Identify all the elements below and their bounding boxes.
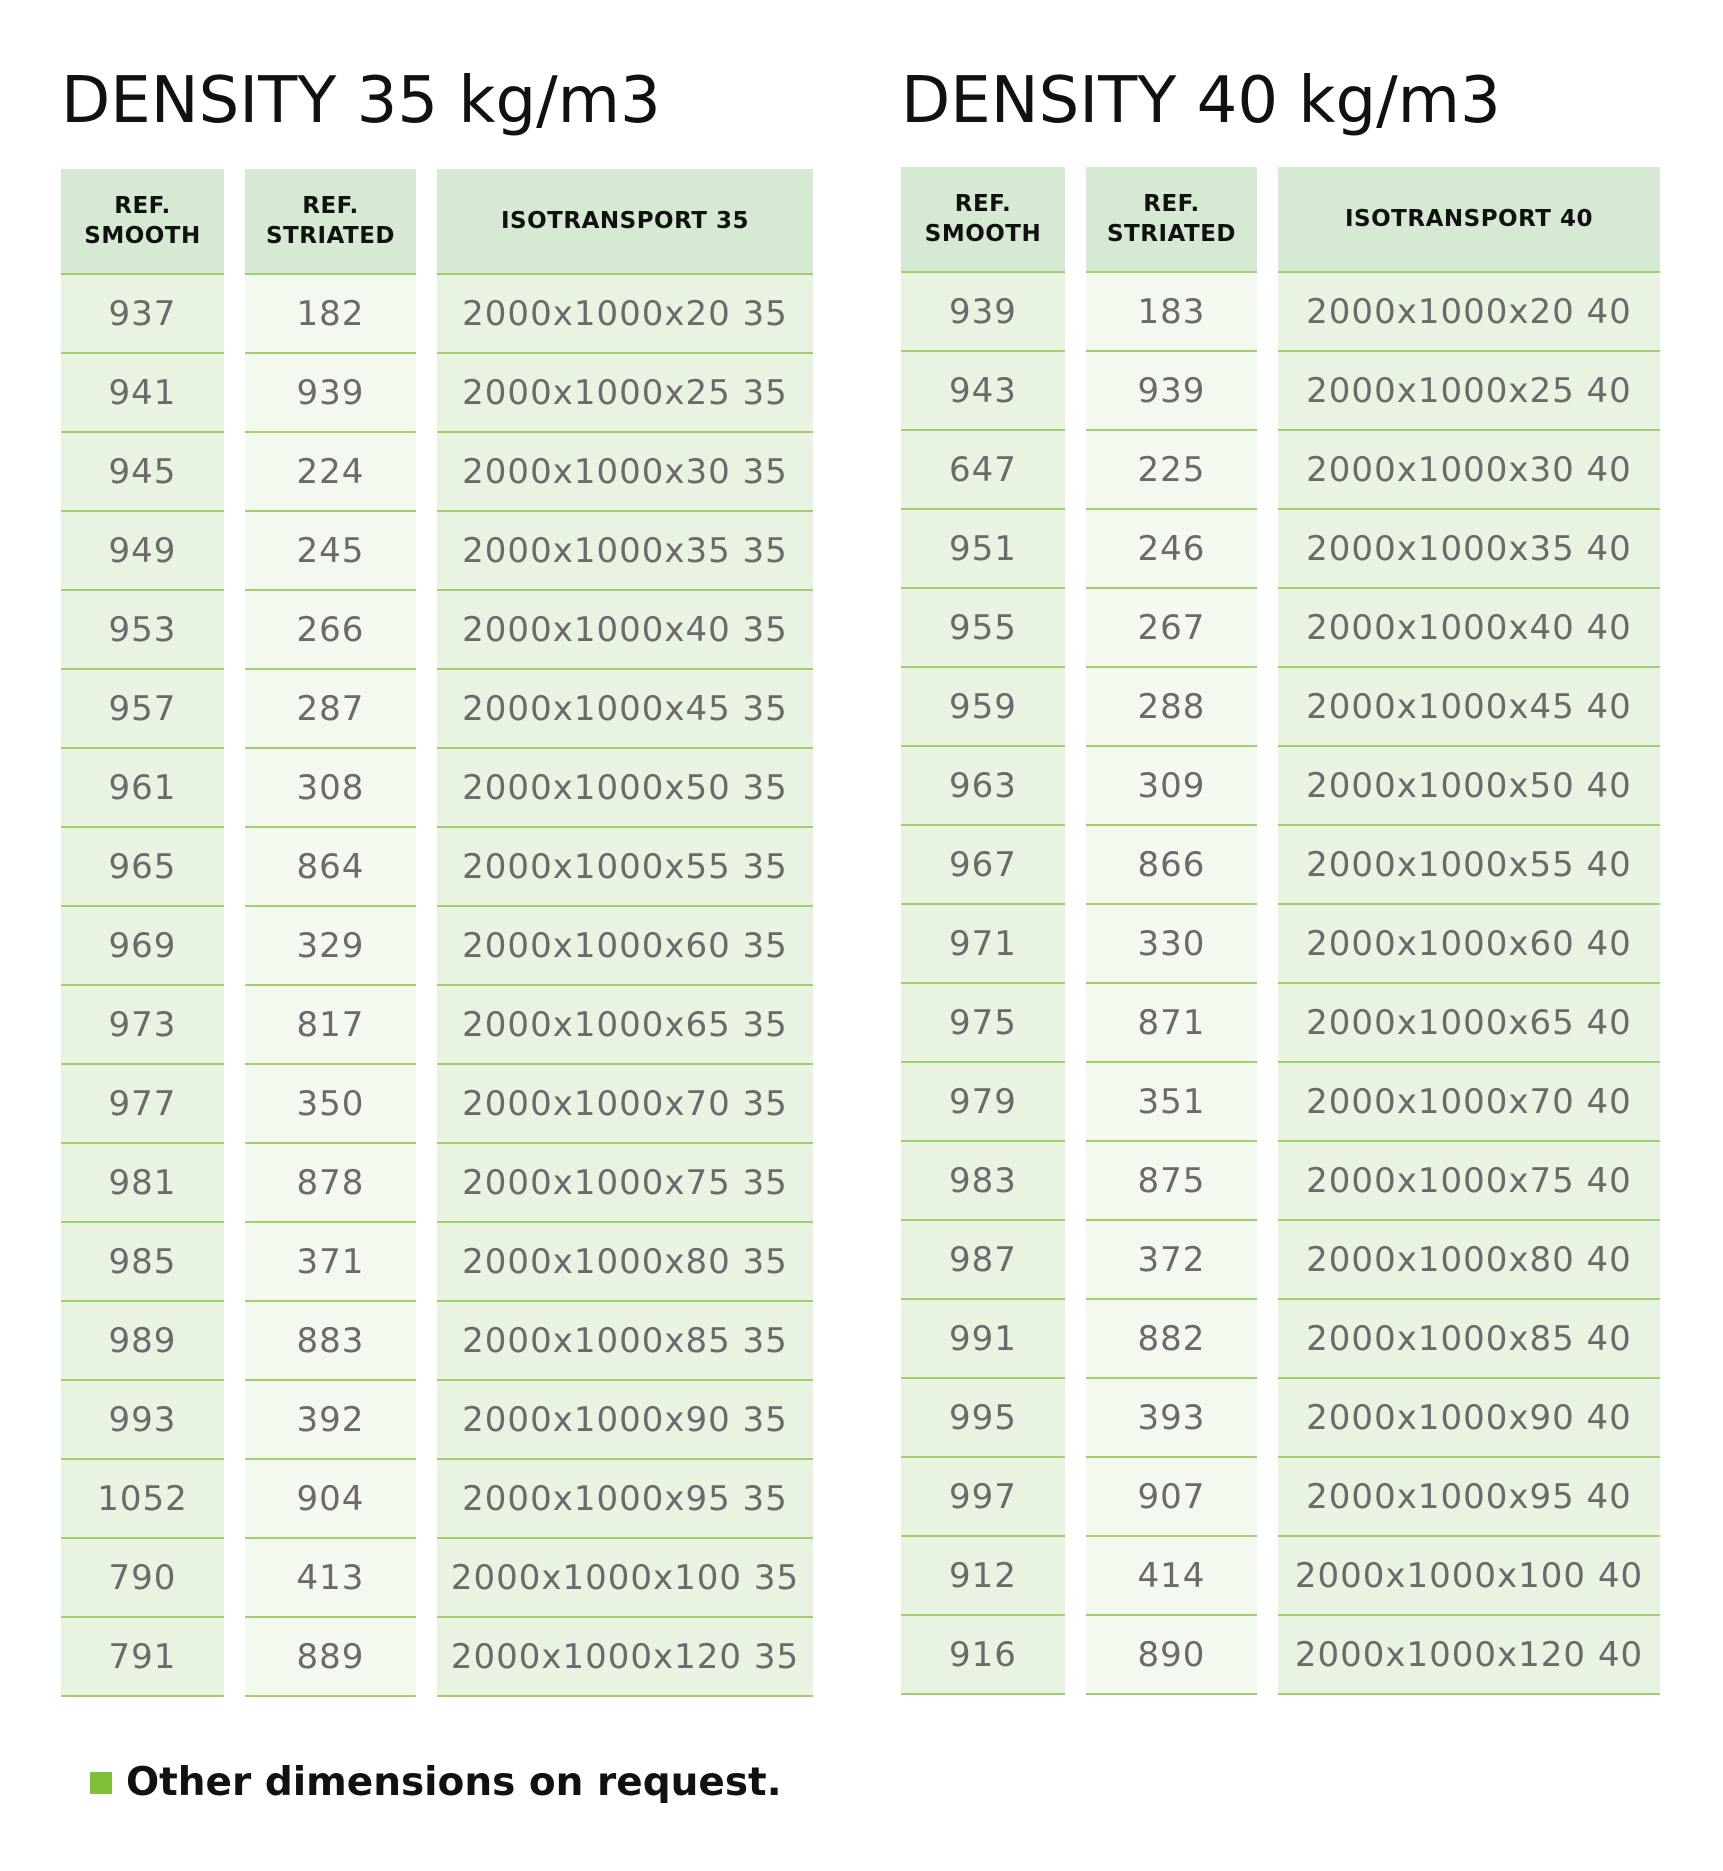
- header-isotransport: ISOTRANSPORT 40: [1278, 167, 1660, 272]
- table-row: [901, 983, 1660, 1062]
- cell-ref-smooth: 973: [61, 985, 224, 1064]
- cell-gap: [416, 748, 437, 827]
- cell-isotransport: 2000x1000x60 40: [1278, 904, 1660, 983]
- cell-ref-smooth: 963: [901, 746, 1065, 825]
- cell-gap: [1257, 1378, 1278, 1457]
- cell-gap: [1065, 746, 1086, 825]
- table-row: [61, 906, 813, 985]
- density-40-body: [901, 272, 1660, 1694]
- table-row: [901, 1220, 1660, 1299]
- density-40-table: [901, 167, 1660, 1695]
- cell-isotransport: 2000x1000x70 35: [437, 1064, 813, 1143]
- table-row: [61, 1380, 813, 1459]
- cell-ref-smooth: 975: [901, 983, 1065, 1062]
- cell-gap: [1065, 825, 1086, 904]
- table-row: [901, 1457, 1660, 1536]
- cell-gap: [1257, 825, 1278, 904]
- header-gap: [416, 169, 437, 274]
- cell-ref-smooth: 912: [901, 1536, 1065, 1615]
- density-35-body: [61, 274, 813, 1696]
- cell-gap: [1065, 1062, 1086, 1141]
- header-gap: [1257, 167, 1278, 272]
- cell-ref-striated: 225: [1086, 430, 1257, 509]
- cell-ref-striated: 351: [1086, 1062, 1257, 1141]
- table-row: [901, 430, 1660, 509]
- cell-ref-smooth: 791: [61, 1617, 224, 1696]
- cell-gap: [1257, 1457, 1278, 1536]
- cell-gap: [1065, 1536, 1086, 1615]
- footnote-text: Other dimensions on request.: [126, 1760, 782, 1805]
- cell-isotransport: 2000x1000x50 40: [1278, 746, 1660, 825]
- cell-ref-striated: 288: [1086, 667, 1257, 746]
- cell-gap: [224, 1380, 245, 1459]
- table-row: [61, 748, 813, 827]
- cell-gap: [1257, 1220, 1278, 1299]
- cell-ref-smooth: 939: [901, 272, 1065, 351]
- cell-ref-smooth: 916: [901, 1615, 1065, 1694]
- cell-gap: [224, 432, 245, 511]
- cell-gap: [1065, 351, 1086, 430]
- cell-gap: [416, 1538, 437, 1617]
- cell-ref-striated: 308: [245, 748, 416, 827]
- cell-ref-striated: 182: [245, 274, 416, 353]
- cell-gap: [1257, 904, 1278, 983]
- density-35-table: [61, 169, 813, 1697]
- footnote: [90, 1760, 782, 1805]
- cell-ref-smooth: 971: [901, 904, 1065, 983]
- cell-ref-smooth: 979: [901, 1062, 1065, 1141]
- cell-isotransport: 2000x1000x50 35: [437, 748, 813, 827]
- table-row: [61, 274, 813, 353]
- cell-gap: [224, 1617, 245, 1696]
- table-header-row: [61, 169, 813, 274]
- cell-ref-striated: 330: [1086, 904, 1257, 983]
- cell-gap: [1257, 1536, 1278, 1615]
- cell-gap: [224, 1222, 245, 1301]
- cell-ref-smooth: 949: [61, 511, 224, 590]
- header-ref-striated-line2: STRIATED: [265, 223, 396, 249]
- cell-ref-smooth: 943: [901, 351, 1065, 430]
- cell-gap: [1065, 1615, 1086, 1694]
- table-row: [61, 1617, 813, 1696]
- cell-isotransport: 2000x1000x35 40: [1278, 509, 1660, 588]
- cell-isotransport: 2000x1000x20 40: [1278, 272, 1660, 351]
- cell-ref-smooth: 977: [61, 1064, 224, 1143]
- header-ref-smooth-line1: REF.: [114, 193, 171, 219]
- cell-ref-smooth: 967: [901, 825, 1065, 904]
- cell-gap: [1065, 1299, 1086, 1378]
- cell-ref-striated: 878: [245, 1143, 416, 1222]
- cell-gap: [416, 511, 437, 590]
- cell-gap: [416, 906, 437, 985]
- cell-gap: [416, 827, 437, 906]
- cell-gap: [1257, 351, 1278, 430]
- table-row: [901, 1299, 1660, 1378]
- cell-gap: [224, 985, 245, 1064]
- cell-gap: [416, 432, 437, 511]
- cell-gap: [416, 1222, 437, 1301]
- cell-ref-smooth: 937: [61, 274, 224, 353]
- cell-ref-striated: 882: [1086, 1299, 1257, 1378]
- cell-gap: [1257, 1062, 1278, 1141]
- cell-ref-smooth: 941: [61, 353, 224, 432]
- cell-ref-smooth: 985: [61, 1222, 224, 1301]
- cell-ref-smooth: 995: [901, 1378, 1065, 1457]
- table-row: [901, 272, 1660, 351]
- table-row: [61, 985, 813, 1064]
- green-square-bullet-icon: [90, 1772, 112, 1794]
- cell-ref-striated: 871: [1086, 983, 1257, 1062]
- table-row: [61, 1459, 813, 1538]
- cell-isotransport: 2000x1000x85 40: [1278, 1299, 1660, 1378]
- cell-ref-smooth: 959: [901, 667, 1065, 746]
- table-row: [61, 432, 813, 511]
- cell-isotransport: 2000x1000x90 40: [1278, 1378, 1660, 1457]
- cell-ref-smooth: 989: [61, 1301, 224, 1380]
- cell-isotransport: 2000x1000x95 40: [1278, 1457, 1660, 1536]
- cell-ref-smooth: 981: [61, 1143, 224, 1222]
- cell-ref-striated: 890: [1086, 1615, 1257, 1694]
- cell-gap: [416, 1459, 437, 1538]
- cell-gap: [1065, 667, 1086, 746]
- cell-isotransport: 2000x1000x70 40: [1278, 1062, 1660, 1141]
- cell-gap: [224, 1538, 245, 1617]
- table-row: [901, 588, 1660, 667]
- cell-gap: [1257, 746, 1278, 825]
- cell-ref-striated: 907: [1086, 1457, 1257, 1536]
- cell-gap: [416, 669, 437, 748]
- cell-ref-smooth: 997: [901, 1457, 1065, 1536]
- header-ref-striated-line1: REF.: [302, 193, 359, 219]
- table-row: [61, 511, 813, 590]
- header-ref-smooth: [901, 167, 1065, 272]
- cell-ref-striated: 817: [245, 985, 416, 1064]
- cell-isotransport: 2000x1000x85 35: [437, 1301, 813, 1380]
- cell-gap: [1257, 509, 1278, 588]
- cell-ref-striated: 414: [1086, 1536, 1257, 1615]
- cell-isotransport: 2000x1000x35 35: [437, 511, 813, 590]
- cell-isotransport: 2000x1000x75 40: [1278, 1141, 1660, 1220]
- cell-gap: [224, 353, 245, 432]
- cell-ref-smooth: 945: [61, 432, 224, 511]
- cell-gap: [1065, 509, 1086, 588]
- cell-ref-smooth: 957: [61, 669, 224, 748]
- cell-gap: [1065, 1141, 1086, 1220]
- cell-ref-striated: 413: [245, 1538, 416, 1617]
- cell-gap: [1257, 272, 1278, 351]
- header-ref-striated: [1086, 167, 1257, 272]
- cell-isotransport: 2000x1000x45 35: [437, 669, 813, 748]
- cell-ref-striated: 371: [245, 1222, 416, 1301]
- header-ref-striated-line1: REF.: [1143, 191, 1200, 217]
- cell-isotransport: 2000x1000x65 35: [437, 985, 813, 1064]
- header-isotransport: ISOTRANSPORT 35: [437, 169, 813, 274]
- cell-ref-smooth: 965: [61, 827, 224, 906]
- cell-gap: [1257, 667, 1278, 746]
- cell-gap: [224, 827, 245, 906]
- table-row: [61, 1064, 813, 1143]
- cell-gap: [416, 1064, 437, 1143]
- cell-gap: [1257, 588, 1278, 667]
- cell-gap: [416, 590, 437, 669]
- cell-gap: [1257, 1299, 1278, 1378]
- table-row: [901, 667, 1660, 746]
- cell-ref-smooth: 1052: [61, 1459, 224, 1538]
- table-row: [61, 353, 813, 432]
- cell-ref-striated: 875: [1086, 1141, 1257, 1220]
- header-gap: [1065, 167, 1086, 272]
- cell-gap: [416, 1380, 437, 1459]
- cell-gap: [224, 511, 245, 590]
- header-gap: [224, 169, 245, 274]
- cell-gap: [416, 985, 437, 1064]
- cell-gap: [1065, 272, 1086, 351]
- cell-ref-smooth: 790: [61, 1538, 224, 1617]
- cell-gap: [224, 1459, 245, 1538]
- cell-gap: [1065, 1457, 1086, 1536]
- cell-gap: [224, 1064, 245, 1143]
- table-row: [901, 904, 1660, 983]
- header-ref-striated-line2: STRIATED: [1106, 221, 1237, 247]
- cell-isotransport: 2000x1000x120 35: [437, 1617, 813, 1696]
- cell-gap: [224, 590, 245, 669]
- cell-ref-striated: 864: [245, 827, 416, 906]
- cell-ref-smooth: 955: [901, 588, 1065, 667]
- cell-gap: [1065, 430, 1086, 509]
- cell-isotransport: 2000x1000x30 35: [437, 432, 813, 511]
- cell-ref-smooth: 969: [61, 906, 224, 985]
- table-row: [901, 509, 1660, 588]
- cell-gap: [224, 669, 245, 748]
- table-row: [901, 1141, 1660, 1220]
- cell-isotransport: 2000x1000x30 40: [1278, 430, 1660, 509]
- table-row: [901, 1536, 1660, 1615]
- table-row: [61, 1301, 813, 1380]
- cell-isotransport: 2000x1000x65 40: [1278, 983, 1660, 1062]
- cell-gap: [416, 353, 437, 432]
- cell-gap: [1065, 904, 1086, 983]
- cell-gap: [224, 1143, 245, 1222]
- cell-isotransport: 2000x1000x100 40: [1278, 1536, 1660, 1615]
- cell-ref-striated: 866: [1086, 825, 1257, 904]
- table-row: [901, 351, 1660, 430]
- cell-ref-smooth: 647: [901, 430, 1065, 509]
- cell-gap: [1257, 430, 1278, 509]
- cell-isotransport: 2000x1000x25 40: [1278, 351, 1660, 430]
- cell-ref-striated: 266: [245, 590, 416, 669]
- cell-ref-striated: 883: [245, 1301, 416, 1380]
- cell-gap: [416, 1143, 437, 1222]
- cell-ref-striated: 309: [1086, 746, 1257, 825]
- cell-ref-striated: 287: [245, 669, 416, 748]
- cell-gap: [1065, 588, 1086, 667]
- cell-gap: [416, 1617, 437, 1696]
- cell-gap: [224, 274, 245, 353]
- table-row: [901, 1062, 1660, 1141]
- cell-ref-striated: 372: [1086, 1220, 1257, 1299]
- cell-gap: [1065, 1220, 1086, 1299]
- cell-ref-striated: 889: [245, 1617, 416, 1696]
- cell-gap: [1257, 983, 1278, 1062]
- table-row: [61, 1538, 813, 1617]
- cell-ref-striated: 246: [1086, 509, 1257, 588]
- cell-ref-smooth: 953: [61, 590, 224, 669]
- density-40-title: DENSITY 40 kg/m3: [901, 64, 1501, 138]
- table-row: [61, 1143, 813, 1222]
- cell-gap: [416, 1301, 437, 1380]
- cell-isotransport: 2000x1000x75 35: [437, 1143, 813, 1222]
- cell-isotransport: 2000x1000x20 35: [437, 274, 813, 353]
- cell-ref-striated: 224: [245, 432, 416, 511]
- cell-ref-smooth: 983: [901, 1141, 1065, 1220]
- cell-ref-smooth: 951: [901, 509, 1065, 588]
- cell-ref-striated: 350: [245, 1064, 416, 1143]
- cell-ref-smooth: 961: [61, 748, 224, 827]
- cell-isotransport: 2000x1000x120 40: [1278, 1615, 1660, 1694]
- cell-ref-striated: 939: [245, 353, 416, 432]
- cell-ref-striated: 392: [245, 1380, 416, 1459]
- cell-ref-striated: 393: [1086, 1378, 1257, 1457]
- cell-isotransport: 2000x1000x25 35: [437, 353, 813, 432]
- cell-isotransport: 2000x1000x40 35: [437, 590, 813, 669]
- cell-ref-striated: 939: [1086, 351, 1257, 430]
- cell-ref-smooth: 987: [901, 1220, 1065, 1299]
- cell-ref-smooth: 991: [901, 1299, 1065, 1378]
- table-row: [61, 1222, 813, 1301]
- table-row: [901, 825, 1660, 904]
- cell-isotransport: 2000x1000x60 35: [437, 906, 813, 985]
- header-ref-smooth-line1: REF.: [954, 191, 1012, 217]
- header-ref-smooth-line2: SMOOTH: [924, 221, 1042, 247]
- cell-isotransport: 2000x1000x90 35: [437, 1380, 813, 1459]
- table-row: [901, 1378, 1660, 1457]
- table-row: [61, 827, 813, 906]
- cell-ref-striated: 329: [245, 906, 416, 985]
- cell-gap: [224, 1301, 245, 1380]
- cell-ref-striated: 904: [245, 1459, 416, 1538]
- table-row: [901, 1615, 1660, 1694]
- cell-gap: [1065, 983, 1086, 1062]
- cell-gap: [224, 906, 245, 985]
- cell-isotransport: 2000x1000x45 40: [1278, 667, 1660, 746]
- cell-gap: [1065, 1378, 1086, 1457]
- cell-gap: [224, 748, 245, 827]
- table-row: [901, 746, 1660, 825]
- cell-isotransport: 2000x1000x95 35: [437, 1459, 813, 1538]
- header-ref-striated: [245, 169, 416, 274]
- cell-ref-striated: 267: [1086, 588, 1257, 667]
- table-header-row: [901, 167, 1660, 272]
- table-row: [61, 590, 813, 669]
- cell-isotransport: 2000x1000x40 40: [1278, 588, 1660, 667]
- cell-isotransport: 2000x1000x100 35: [437, 1538, 813, 1617]
- cell-isotransport: 2000x1000x55 40: [1278, 825, 1660, 904]
- cell-gap: [416, 274, 437, 353]
- cell-gap: [1257, 1615, 1278, 1694]
- density-35-title: DENSITY 35 kg/m3: [61, 64, 661, 138]
- cell-isotransport: 2000x1000x55 35: [437, 827, 813, 906]
- table-row: [61, 669, 813, 748]
- cell-isotransport: 2000x1000x80 40: [1278, 1220, 1660, 1299]
- cell-isotransport: 2000x1000x80 35: [437, 1222, 813, 1301]
- cell-ref-smooth: 993: [61, 1380, 224, 1459]
- cell-ref-striated: 183: [1086, 272, 1257, 351]
- header-ref-smooth: [61, 169, 224, 274]
- cell-gap: [1257, 1141, 1278, 1220]
- cell-ref-striated: 245: [245, 511, 416, 590]
- header-ref-smooth-line2: SMOOTH: [84, 223, 201, 249]
